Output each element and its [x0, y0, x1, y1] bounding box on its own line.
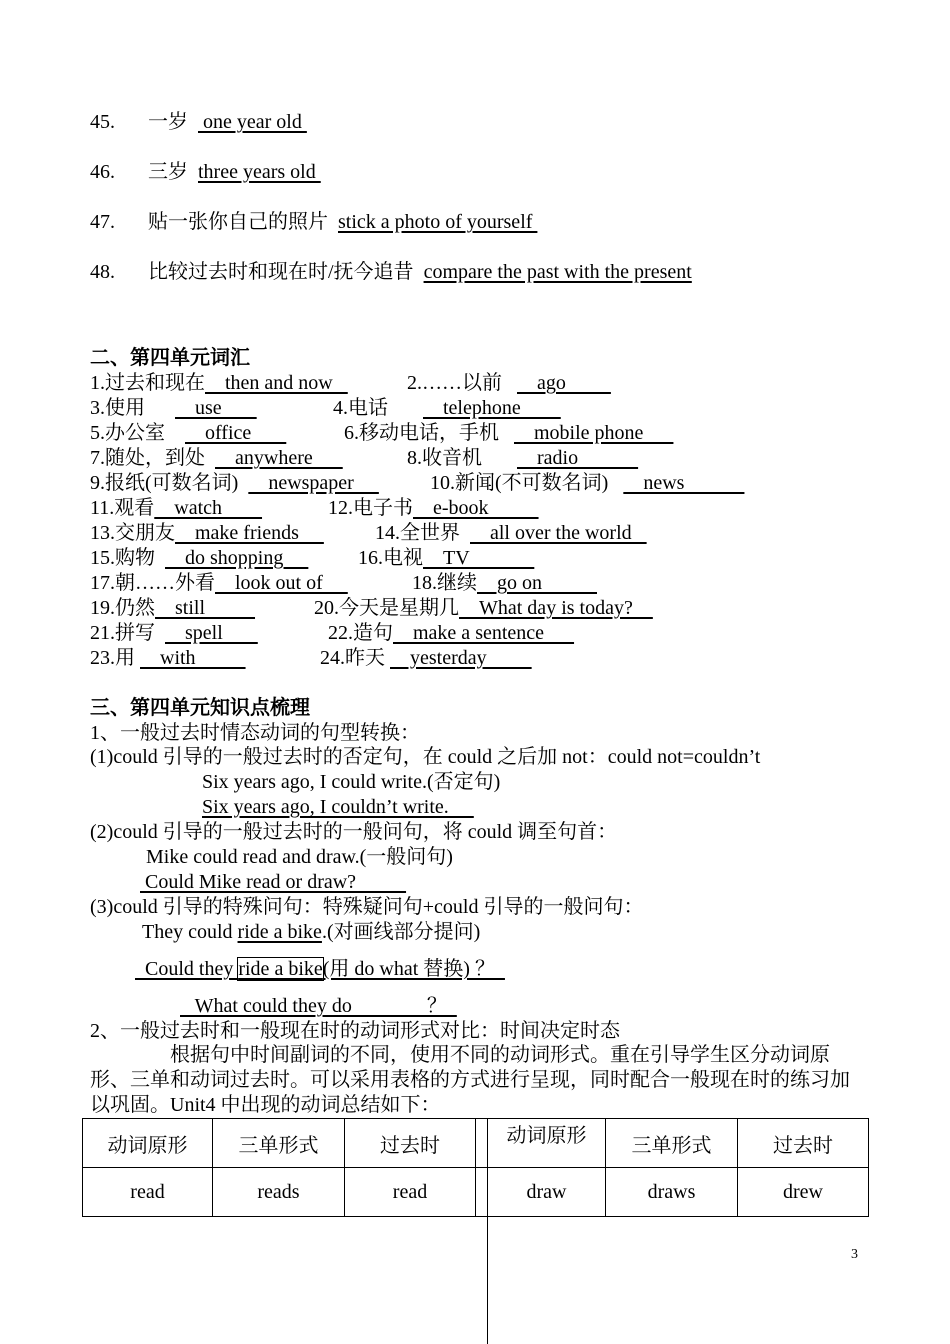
vocab-row [344, 421, 673, 445]
vocab-row [90, 396, 257, 420]
page-number: 3 [851, 1247, 858, 1262]
phrase-number: 48. [90, 261, 115, 283]
vocab-answer: newspaper [248, 472, 379, 494]
vocab-label: 21.拼写 [90, 622, 155, 644]
answer-text: Could they [135, 958, 239, 980]
vocab-row [90, 621, 258, 645]
vocab-row [358, 546, 534, 570]
vocab-row [430, 471, 744, 495]
grammar-point-title: 2、一般过去时和一般现在时的动词形式对比：时间决定时态 [90, 1020, 620, 1042]
table-cell: draws [606, 1168, 738, 1217]
grammar-answer [140, 870, 406, 894]
vocab-label: 12.电子书 [328, 497, 413, 519]
grammar-answer [135, 957, 505, 981]
vocab-answer: go on [477, 572, 597, 594]
grammar-heading: 三、第四单元知识点梳理 [90, 697, 310, 719]
vocab-answer: make a sentence [393, 622, 575, 644]
vocab-heading: 二、第四单元词汇 [90, 347, 250, 369]
phrase-number: 45. [90, 111, 115, 133]
vocab-label: 19.仍然 [90, 597, 155, 619]
vocab-answer: still [155, 597, 256, 619]
vocab-answer: office [185, 422, 287, 444]
vocab-row [328, 621, 574, 645]
vocab-row [328, 496, 539, 520]
vocab-row [90, 646, 246, 670]
vocab-row [90, 521, 324, 545]
table-header: 三单形式 [213, 1119, 345, 1168]
vocab-label: 4.电话 [333, 397, 388, 419]
vocab-label: 18.继续 [412, 572, 477, 594]
example-text: .(对画线部分提问) [321, 921, 481, 943]
vocab-label: 13.交朋友 [90, 522, 175, 544]
answer-text: Could Mike read or draw? [140, 871, 407, 893]
table-header: 过去时 [738, 1119, 869, 1168]
vocab-answer: make friends [175, 522, 324, 544]
phrase-en: one year old [198, 111, 307, 133]
vocab-answer: TV [423, 547, 535, 569]
vocab-label: 5.办公室 [90, 422, 165, 444]
phrase-number: 46. [90, 161, 115, 183]
vocab-label: 16.电视 [358, 547, 423, 569]
vocab-answer: all over the world [470, 522, 647, 544]
grammar-rule: (1)could 引导的一般过去时的否定句，在 could 之后加 not：could not=couldn’t [90, 746, 761, 768]
vocab-row [412, 571, 597, 595]
vocab-row [407, 371, 611, 395]
vocab-row [90, 546, 308, 570]
vocab-label: 20.今天是星期几 [314, 597, 459, 619]
vocab-answer: ago [517, 372, 611, 394]
grammar-answer [180, 994, 457, 1018]
phrase-48 [90, 260, 692, 284]
grammar-answer [202, 795, 474, 819]
vocab-label: 9.报纸(可数名词) [90, 472, 239, 494]
vocab-label: 11.观看 [90, 497, 155, 519]
phrase-cn: 贴一张你自己的照片 [148, 211, 328, 233]
table-cell: drew [738, 1168, 869, 1217]
vocab-label: 8.收音机 [407, 447, 482, 469]
phrase-en: compare the past with the present [423, 261, 692, 283]
phrase-en: stick a photo of yourself [338, 211, 538, 233]
grammar-point-title: 1、一般过去时情态动词的句型转换： [90, 722, 420, 744]
boxed-phrase: ride a bike [238, 958, 323, 980]
vocab-label: 6.移动电话，手机 [344, 422, 499, 444]
vocab-label: 14.全世界 [375, 522, 460, 544]
vocab-label: 22.造句 [328, 622, 393, 644]
phrase-cn: 比较过去时和现在时/抚今追昔 [148, 261, 414, 283]
grammar-rule: (2)could 引导的一般过去时的一般问句，将 could 调至句首： [90, 821, 618, 843]
table-divider-line [487, 1118, 488, 1344]
phrase-47 [90, 210, 537, 234]
vocab-label: 1.过去和现在 [90, 372, 205, 394]
answer-text: (用 do what 替换) ？ [322, 958, 505, 980]
vocab-label: 2.……以前 [407, 372, 502, 394]
grammar-rule: (3)could 引导的特殊问句：特殊疑问句+could 引导的一般问句： [90, 896, 644, 918]
table-spacer [476, 1168, 488, 1217]
vocab-label: 15.购物 [90, 547, 155, 569]
vocab-row [90, 471, 379, 495]
phrase-number: 47. [90, 211, 115, 233]
table-header: 动词原形 [488, 1119, 606, 1168]
vocab-row [314, 596, 653, 620]
phrase-46 [90, 160, 321, 184]
grammar-example: Six years ago, I could write.(否定句) [202, 771, 501, 793]
vocab-answer: with [140, 647, 246, 669]
table-cell: draw [488, 1168, 606, 1217]
vocab-answer: do shopping [165, 547, 309, 569]
vocab-answer: What day is today? [459, 597, 653, 619]
vocab-answer: watch [154, 497, 263, 519]
vocab-answer: telephone [423, 397, 561, 419]
vocab-label: 24.昨天 [320, 647, 385, 669]
phrase-cn: 三岁 [148, 161, 188, 183]
verb-forms-table [82, 1118, 869, 1217]
vocab-row [90, 371, 348, 395]
table-cell: read [345, 1168, 476, 1217]
table-header-row [83, 1119, 869, 1168]
vocab-label: 23.用 [90, 647, 135, 669]
answer-text: Six years ago, I couldn’t write. [202, 796, 474, 818]
vocab-answer: news [623, 472, 745, 494]
table-header: 过去时 [345, 1119, 476, 1168]
vocab-row [375, 521, 647, 545]
vocab-row [320, 646, 532, 670]
vocab-row [407, 446, 638, 470]
vocab-label: 3.使用 [90, 397, 145, 419]
table-spacer [476, 1119, 488, 1168]
table-cell: reads [213, 1168, 345, 1217]
vocab-row [90, 496, 262, 520]
example-text: They could [142, 921, 238, 943]
phrase-en: three years old [198, 161, 321, 183]
vocab-answer: mobile phone [514, 422, 674, 444]
vocab-answer: e-book [413, 497, 539, 519]
grammar-example [142, 920, 480, 944]
grammar-paragraph: 根据句中时间副词的不同，使用不同的动词形式。重在引导学生区分动词原形、三单和动词过去时。可以采用表格的方式进行呈现，同时配合一般现在时的练习加以巩固。Unit4 中出现的动词总结如下： [90, 1044, 850, 1116]
vocab-label: 10.新闻(不可数名词) [430, 472, 609, 494]
vocab-answer: then and now [205, 372, 348, 394]
vocab-row [333, 396, 561, 420]
table-header: 三单形式 [606, 1119, 738, 1168]
vocab-row [90, 571, 348, 595]
vocab-label: 17.朝……外看 [90, 572, 215, 594]
vocab-label: 7.随处，到处 [90, 447, 205, 469]
answer-text: What could they do ？ [180, 995, 457, 1017]
vocab-answer: use [175, 397, 257, 419]
vocab-row [90, 596, 255, 620]
vocab-answer: radio [517, 447, 639, 469]
vocab-answer: spell [165, 622, 258, 644]
vocab-row [90, 421, 286, 445]
table-cell: read [83, 1168, 213, 1217]
grammar-example: Mike could read and draw.(一般问句) [146, 846, 453, 868]
phrase-cn: 一岁 [148, 111, 188, 133]
vocab-answer: anywhere [215, 447, 343, 469]
phrase-45 [90, 110, 307, 134]
table-header: 动词原形 [83, 1119, 213, 1168]
underlined-phrase: ride a bike [237, 921, 322, 943]
table-row [83, 1168, 869, 1217]
vocab-answer: look out of [215, 572, 348, 594]
vocab-answer: yesterday [390, 647, 532, 669]
vocab-row [90, 446, 343, 470]
